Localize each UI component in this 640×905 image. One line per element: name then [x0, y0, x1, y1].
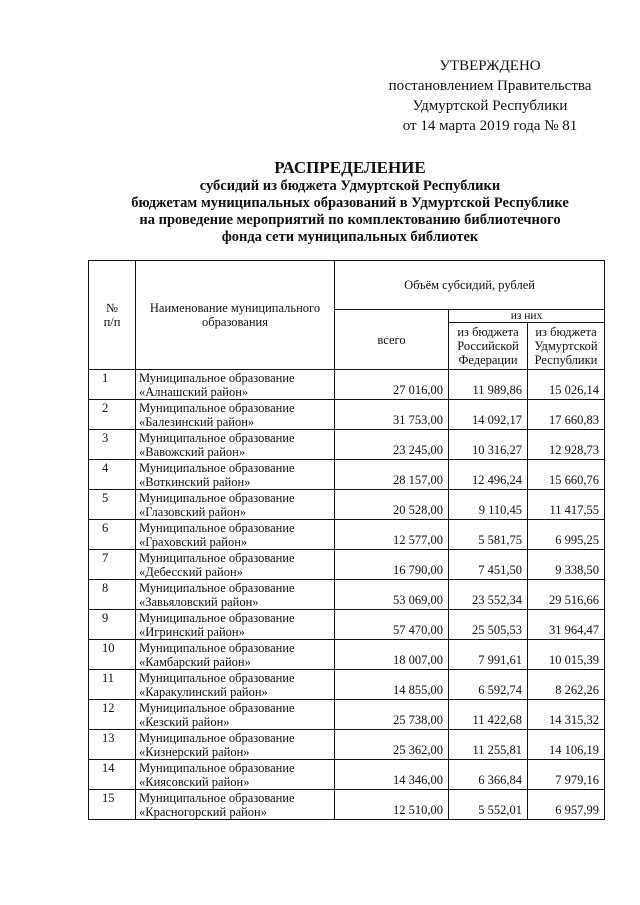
- subsidy-table: [88, 260, 605, 820]
- row-number: 8: [89, 580, 136, 610]
- header-of-which: из них: [449, 310, 605, 323]
- table-row: [89, 550, 605, 580]
- municipality-name: Муниципальное образование «Алнашский район»: [136, 370, 335, 400]
- federal-amount: 6 592,74: [449, 670, 528, 700]
- regional-amount: 6 957,99: [528, 790, 605, 820]
- approval-stamp: [360, 56, 620, 136]
- header-volume: Объём субсидий, рублей: [335, 261, 605, 310]
- total-amount: 57 470,00: [335, 610, 449, 640]
- approval-date: от 14 марта 2019 года № 81: [402, 118, 578, 134]
- total-amount: 31 753,00: [335, 400, 449, 430]
- municipality-name: Муниципальное образование «Каракулинский район»: [136, 670, 335, 700]
- row-number: 10: [89, 640, 136, 670]
- title-line: фонда сети муниципальных библиотек: [221, 229, 479, 245]
- row-number: 2: [89, 400, 136, 430]
- total-amount: 20 528,00: [335, 490, 449, 520]
- row-number: 7: [89, 550, 136, 580]
- regional-amount: 31 964,47: [528, 610, 605, 640]
- federal-amount: 10 316,27: [449, 430, 528, 460]
- header-number: № п/п: [89, 261, 136, 370]
- header-municipality: Наименование муниципального образования: [136, 261, 335, 370]
- total-amount: 14 855,00: [335, 670, 449, 700]
- table-row: [89, 790, 605, 820]
- row-number: 14: [89, 760, 136, 790]
- total-amount: 16 790,00: [335, 550, 449, 580]
- table-row: [89, 430, 605, 460]
- total-amount: 53 069,00: [335, 580, 449, 610]
- municipality-name: Муниципальное образование «Вавожский район»: [136, 430, 335, 460]
- federal-amount: 5 552,01: [449, 790, 528, 820]
- total-amount: 12 577,00: [335, 520, 449, 550]
- total-amount: 23 245,00: [335, 430, 449, 460]
- table-row: [89, 520, 605, 550]
- table-row: [89, 760, 605, 790]
- municipality-name: Муниципальное образование «Балезинский район»: [136, 400, 335, 430]
- federal-amount: 5 581,75: [449, 520, 528, 550]
- total-amount: 14 346,00: [335, 760, 449, 790]
- table-row: [89, 730, 605, 760]
- row-number: 6: [89, 520, 136, 550]
- table-row: [89, 700, 605, 730]
- federal-amount: 12 496,24: [449, 460, 528, 490]
- table-row: [89, 640, 605, 670]
- regional-amount: 14 315,32: [528, 700, 605, 730]
- table-row: [89, 400, 605, 430]
- row-number: 13: [89, 730, 136, 760]
- regional-amount: 12 928,73: [528, 430, 605, 460]
- table-row: [89, 370, 605, 400]
- regional-amount: 8 262,26: [528, 670, 605, 700]
- municipality-name: Муниципальное образование «Красногорский район»: [136, 790, 335, 820]
- regional-amount: 15 026,14: [528, 370, 605, 400]
- regional-amount: 6 995,25: [528, 520, 605, 550]
- total-amount: 25 738,00: [335, 700, 449, 730]
- municipality-name: Муниципальное образование «Воткинский район»: [136, 460, 335, 490]
- title-heading: РАСПРЕДЕЛЕНИЕ: [274, 158, 426, 177]
- regional-amount: 29 516,66: [528, 580, 605, 610]
- federal-amount: 23 552,34: [449, 580, 528, 610]
- regional-amount: 14 106,19: [528, 730, 605, 760]
- federal-amount: 11 989,86: [449, 370, 528, 400]
- table-body: [89, 370, 605, 820]
- row-number: 3: [89, 430, 136, 460]
- row-number: 9: [89, 610, 136, 640]
- title-line: бюджетам муниципальных образований в Удмуртской Республике: [131, 195, 569, 211]
- federal-amount: 11 255,81: [449, 730, 528, 760]
- approval-line: постановлением Правительства: [388, 78, 592, 94]
- regional-amount: 11 417,55: [528, 490, 605, 520]
- regional-amount: 9 338,50: [528, 550, 605, 580]
- title-line: на проведение мероприятий по комплектованию библиотечного: [139, 212, 561, 228]
- federal-amount: 7 451,50: [449, 550, 528, 580]
- table-row: [89, 610, 605, 640]
- total-amount: 12 510,00: [335, 790, 449, 820]
- header-regional: из бюджета Удмуртской Республики: [528, 323, 605, 370]
- municipality-name: Муниципальное образование «Киясовский район»: [136, 760, 335, 790]
- approval-line: Удмуртской Республики: [412, 98, 568, 114]
- federal-amount: 25 505,53: [449, 610, 528, 640]
- row-number: 12: [89, 700, 136, 730]
- regional-amount: 17 660,83: [528, 400, 605, 430]
- federal-amount: 6 366,84: [449, 760, 528, 790]
- table-header: [89, 261, 605, 370]
- row-number: 1: [89, 370, 136, 400]
- table-row: [89, 490, 605, 520]
- regional-amount: 7 979,16: [528, 760, 605, 790]
- federal-amount: 9 110,45: [449, 490, 528, 520]
- row-number: 5: [89, 490, 136, 520]
- municipality-name: Муниципальное образование «Игринский район»: [136, 610, 335, 640]
- regional-amount: 10 015,39: [528, 640, 605, 670]
- table-row: [89, 460, 605, 490]
- municipality-name: Муниципальное образование «Граховский район»: [136, 520, 335, 550]
- municipality-name: Муниципальное образование «Кезский район»: [136, 700, 335, 730]
- total-amount: 18 007,00: [335, 640, 449, 670]
- federal-amount: 14 092,17: [449, 400, 528, 430]
- federal-amount: 7 991,61: [449, 640, 528, 670]
- federal-amount: 11 422,68: [449, 700, 528, 730]
- table-row: [89, 670, 605, 700]
- document-title: [70, 158, 630, 246]
- table-row: [89, 580, 605, 610]
- total-amount: 27 016,00: [335, 370, 449, 400]
- municipality-name: Муниципальное образование «Глазовский район»: [136, 490, 335, 520]
- municipality-name: Муниципальное образование «Камбарский район»: [136, 640, 335, 670]
- row-number: 15: [89, 790, 136, 820]
- approval-heading: УТВЕРЖДЕНО: [439, 58, 541, 74]
- header-total: всего: [335, 310, 449, 370]
- total-amount: 25 362,00: [335, 730, 449, 760]
- title-line: субсидий из бюджета Удмуртской Республики: [199, 178, 501, 194]
- municipality-name: Муниципальное образование «Кизнерский район»: [136, 730, 335, 760]
- row-number: 11: [89, 670, 136, 700]
- total-amount: 28 157,00: [335, 460, 449, 490]
- header-federal: из бюджета Российской Федерации: [449, 323, 528, 370]
- regional-amount: 15 660,76: [528, 460, 605, 490]
- municipality-name: Муниципальное образование «Завьяловский район»: [136, 580, 335, 610]
- municipality-name: Муниципальное образование «Дебесский район»: [136, 550, 335, 580]
- row-number: 4: [89, 460, 136, 490]
